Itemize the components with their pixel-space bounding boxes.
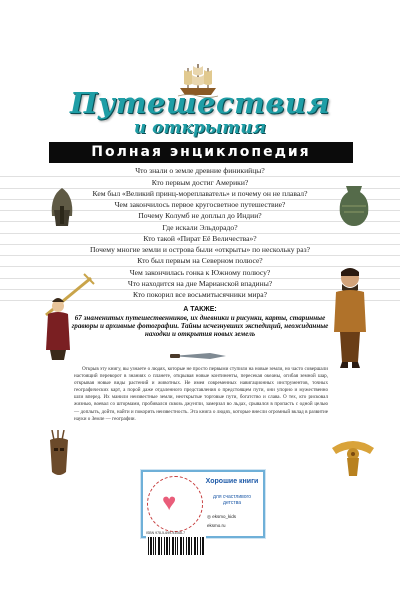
book-description: Открыв эту книгу, вы узнаете о людях, которые не просто первыми ступили на новые земли, но часто совершали настоящий переворот в знаниях о планете, открывая новые континенты, пересекая океаны, огибая земной шар, открывая новые виды растений и животных. Не имея современных навигационных инструментов, точных географических карт, а порой даже отдаленного представления о предстоящем пути, они упорно и мужественно шли вперед. Их манили неизвестные земли, неоткрытые торговые пути, богатство и слава. О тех, кто рисковал жизнью, воевал со штормами, пробивался сквозь джунгли, замерзал во льдах, срывался в пропасть с одной целью — доплыть, дойти, найти и покорить неизвестность. Эта книга о людях, которые внесли огромный вклад в развитие науки о Земле — географии.: [74, 366, 328, 422]
encyclopedia-banner: Полная энциклопедия: [49, 142, 353, 163]
question-item: Что знали о земле древние финикийцы?: [0, 166, 400, 177]
question-item: Что находится на дне Марианской впадины?: [0, 279, 400, 290]
question-item: Кем был «Великий принц-мореплаватель» и почему он не плавал?: [0, 189, 400, 200]
instagram-icon: ◎: [207, 514, 211, 519]
instagram-handle: ◎ eksmo_kids: [207, 514, 236, 519]
sticker-headline: Хорошие книги: [205, 478, 259, 485]
dagger-illustration: [170, 350, 230, 362]
question-item: Чем закончилась гонка к Южному полюсу?: [0, 268, 400, 279]
question-item: Где искали Эльдорадо?: [0, 223, 400, 234]
question-item: Почему многие земли и острова были «открыты» по нескольку раз?: [0, 245, 400, 256]
question-item: Кто покорил все восьмитысячники мира?: [0, 290, 400, 301]
explorer-with-sextant-illustration: [36, 270, 96, 360]
gold-ornament-illustration: [328, 430, 378, 480]
question-item: Кто был первым на Северном полюсе?: [0, 256, 400, 267]
barcode: [146, 534, 206, 560]
heart-icon: ♥: [162, 490, 177, 516]
website-label: eksmo.ru: [207, 523, 226, 528]
question-item: Кто первым достиг Америки?: [0, 178, 400, 189]
question-item: Кто такой «Пират Её Величества»?: [0, 234, 400, 245]
sticker-subline: для счастливого детства: [212, 494, 252, 506]
book-title: Путешествия: [69, 86, 331, 120]
question-item: Чем закончилось первое кругосветное путешествие?: [0, 200, 400, 211]
wooden-mask-illustration: [44, 430, 74, 478]
also-heading: А ТАКЖЕ:: [183, 306, 217, 313]
viking-helmet-illustration: [48, 186, 76, 228]
book-subtitle: и открытия: [133, 118, 267, 138]
also-text: 67 знаменитых путешественников, их дневники и рисунки, карты, старинные гравюры и архивные фотографии. Тайны исчезнувших экспедиций, неожиданные находки и открытия новых земель: [71, 314, 329, 339]
publisher-sticker: [141, 470, 265, 538]
isbn-text: ISBN 978-5-699-93068-7: [146, 531, 186, 535]
question-item: Почему Колумб не доплыл до Индии?: [0, 211, 400, 222]
stamp-badge: [147, 476, 203, 532]
ancient-vase-illustration: [334, 184, 374, 228]
navigator-portrait-illustration: [322, 262, 378, 370]
